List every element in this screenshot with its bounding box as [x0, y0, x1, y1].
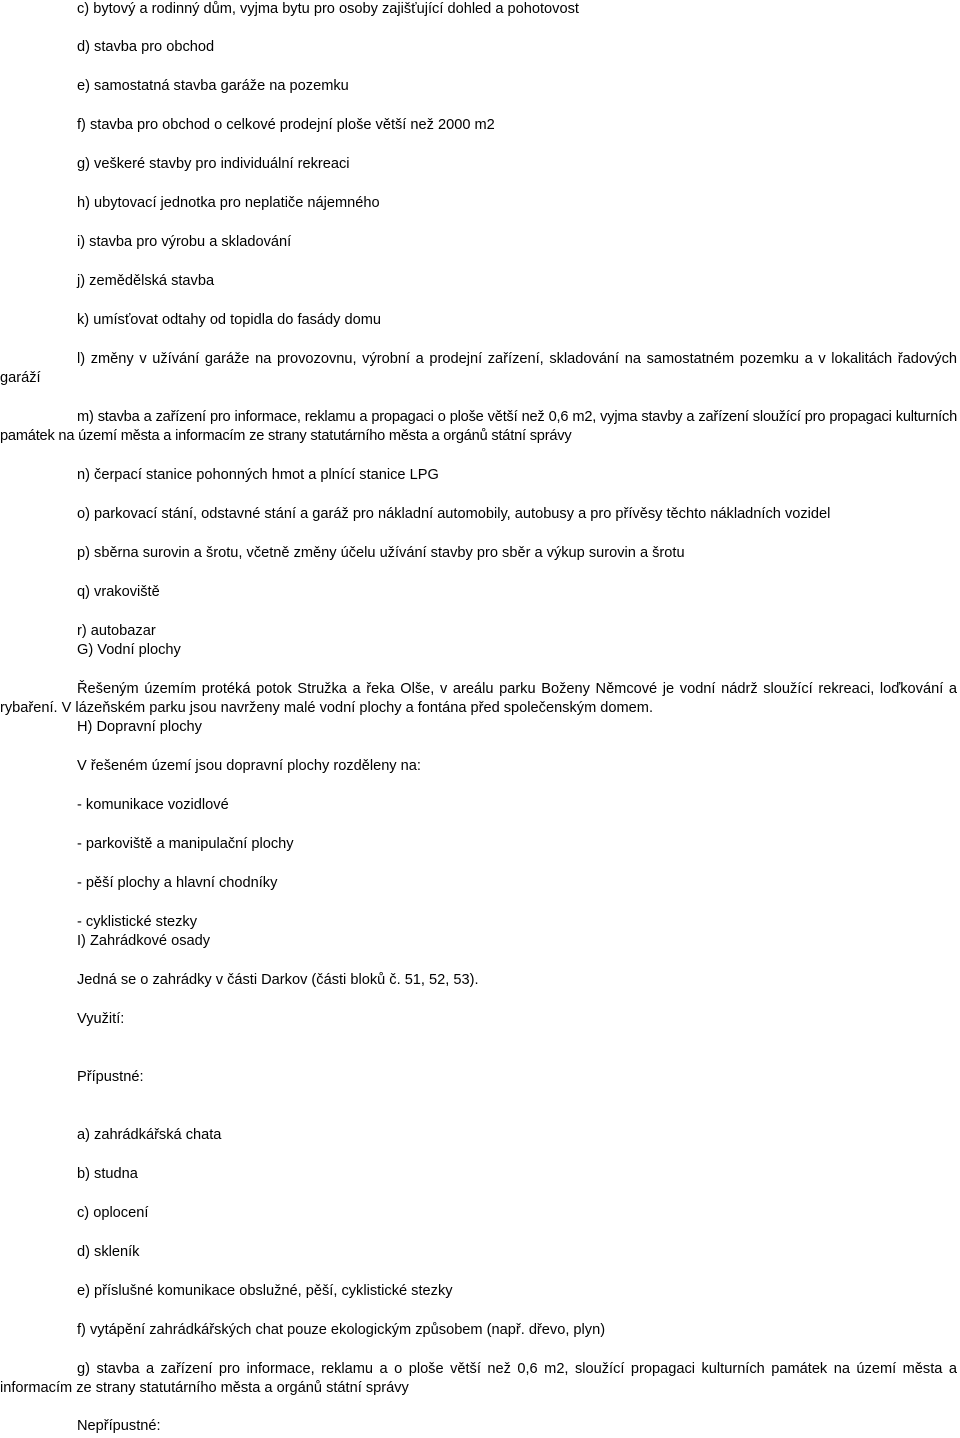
usage-label: Využití:: [77, 1011, 125, 1027]
list-item: d) stavba pro obchod: [77, 39, 215, 55]
list-item: q) vrakoviště: [77, 584, 160, 600]
list-item: - cyklistické stezky: [77, 914, 198, 930]
section-h-intro: V řešeném území jsou dopravní plochy rozděleny na:: [77, 758, 421, 774]
list-item: h) ubytovací jednotka pro neplatiče nájemného: [77, 195, 380, 211]
list-item: e) samostatná stavba garáže na pozemku: [77, 78, 349, 94]
section-heading-i: I) Zahrádkové osady: [77, 933, 211, 949]
list-item: j) zemědělská stavba: [77, 273, 215, 289]
list-item: e) příslušné komunikace obslužné, pěší, cyklistické stezky: [77, 1283, 453, 1299]
allowed-label: Přípustné:: [77, 1069, 144, 1085]
section-heading-h: H) Dopravní plochy: [77, 719, 202, 735]
list-item: g) veškeré stavby pro individuální rekreaci: [77, 156, 350, 172]
section-heading-g: G) Vodní plochy: [77, 642, 181, 658]
list-item: m) stavba a zařízení pro informace, reklamu a propagaci o ploše větší než 0,6 m2, vyjma stavby a zařízení sloužící pro propagaci kulturních památek na území města a informacím ze strany statutárního města a orgánů státní správy: [0, 409, 957, 444]
list-item: b) studna: [77, 1166, 138, 1182]
list-item: l) změny v užívání garáže na provozovnu, výrobní a prodejní zařízení, skladování na samostatném pozemku a v lokalitách řadových garáží: [0, 351, 957, 386]
list-item: g) stavba a zařízení pro informace, reklamu a o ploše větší než 0,6 m2, sloužící propagaci kulturních památek na území města a informacím ze strany statutárního města a orgánů státní správy: [0, 1361, 957, 1396]
list-item: - parkoviště a manipulační plochy: [77, 836, 294, 852]
list-item: f) stavba pro obchod o celkové prodejní ploše větší než 2000 m2: [77, 117, 495, 133]
list-item: i) stavba pro výrobu a skladování: [77, 234, 292, 250]
list-item: a) zahrádkářská chata: [77, 1127, 222, 1143]
section-i-intro: Jedná se o zahrádky v části Darkov (části bloků č. 51, 52, 53).: [77, 972, 479, 988]
list-item: r) autobazar: [77, 623, 156, 639]
list-item: - pěší plochy a hlavní chodníky: [77, 875, 278, 891]
list-item: d) skleník: [77, 1244, 140, 1260]
list-item: - komunikace vozidlové: [77, 797, 229, 813]
forbidden-label: Nepřípustné:: [77, 1418, 161, 1434]
section-g-text: Řešeným územím protéká potok Stružka a řeka Olše, v areálu parku Boženy Němcové je vodní nádrž sloužící rekreaci, loďkování a rybaření. V lázeňském parku jsou navrženy malé vodní plochy a fontána před společenským domem.: [0, 681, 957, 716]
list-item: c) bytový a rodinný dům, vyjma bytu pro osoby zajišťující dohled a pohotovost: [77, 1, 579, 17]
list-item: c) oplocení: [77, 1205, 149, 1221]
list-item: f) vytápění zahrádkářských chat pouze ekologickým způsobem (např. dřevo, plyn): [77, 1322, 606, 1338]
list-item: o) parkovací stání, odstavné stání a garáž pro nákladní automobily, autobusy a pro přívěsy těchto nákladních vozidel: [77, 506, 831, 522]
list-item: p) sběrna surovin a šrotu, včetně změny účelu užívání stavby pro sběr a výkup surovin a šrotu: [77, 545, 685, 561]
list-item: n) čerpací stanice pohonných hmot a plnící stanice LPG: [77, 467, 439, 483]
list-item: k) umísťovat odtahy od topidla do fasády domu: [77, 312, 382, 328]
